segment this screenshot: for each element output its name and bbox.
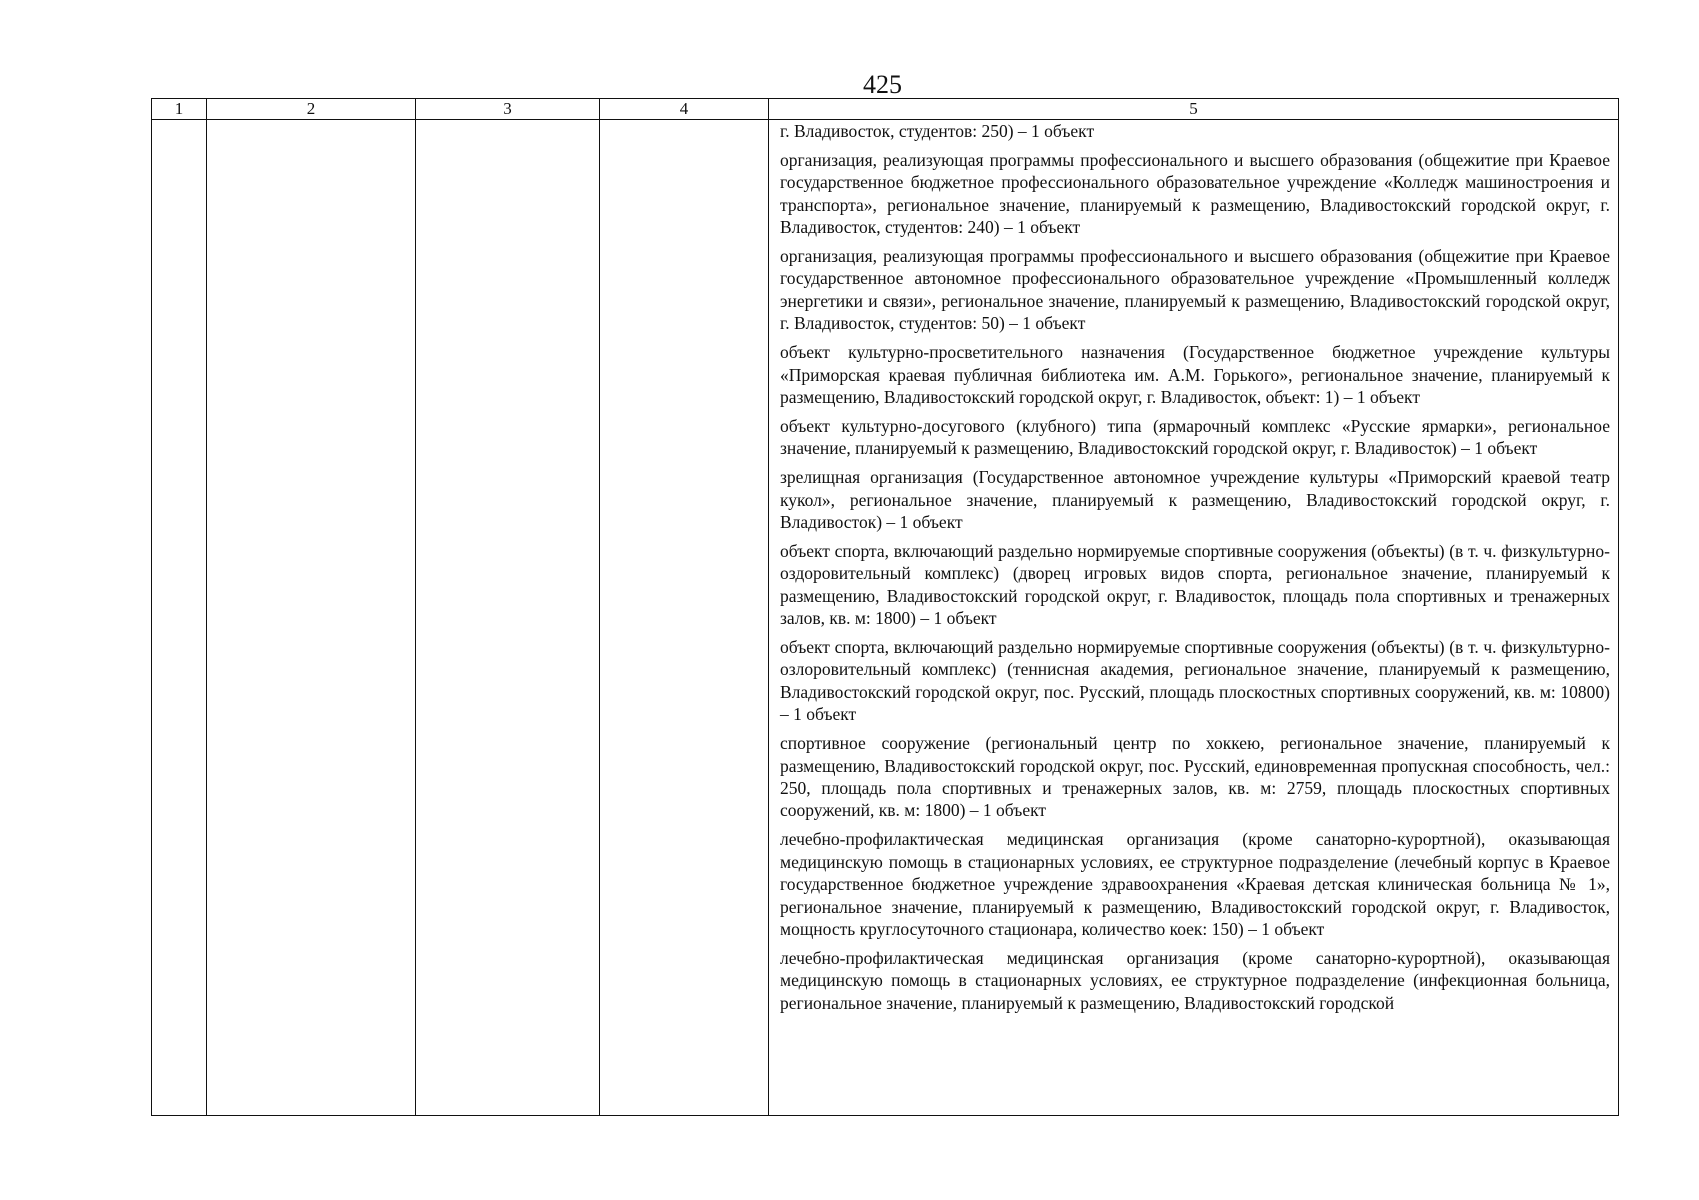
list-item: г. Владивосток, студентов: 250) – 1 объект xyxy=(780,121,1095,141)
list-item: организация, реализующая программы профессионального и высшего образования (общежитие при Краевое государственное автономное профессионального образовательное учреждение «Промышленный колледж энергетики и связи», региональное значение, планируемый к размещению, Владивостокский городской округ, г. Владивосток, студентов: 50) – 1 объект xyxy=(780,246,1610,334)
cell-column-1 xyxy=(152,120,207,1116)
table-row xyxy=(152,120,1619,1116)
list-item: лечебно-профилактическая медицинская организация (кроме санаторно-курортной), оказывающая медицинскую помощь в стационарных условиях, ее структурное подразделение (лечебный корпус в Краевое государственное бюджетное учреждение здравоохранения «Краевая детская клиническая больница № 1», региональное значение, планируемый к размещению, Владивостокский городской округ, г. Владивосток, мощность круглосуточного стационара, количество коек: 150) – 1 объект xyxy=(780,829,1610,939)
list-item: спортивное сооружение (региональный центр по хоккею, региональное значение, планируемый к размещению, Владивостокский городской округ, пос. Русский, единовременная пропускная способность, чел.: 250, площадь пола спортивных и тренажерных залов, кв. м: 2759, площадь плоскостных спортивных сооружений, кв. м: 1800) – 1 объект xyxy=(780,733,1610,821)
column-header-2: 2 xyxy=(207,99,416,120)
column-header-4: 4 xyxy=(600,99,769,120)
list-item: зрелищная организация (Государственное автономное учреждение культуры «Приморский краевой театр кукол», региональное значение, планируемый к размещению, Владивостокский городской округ, г. Владивосток) – 1 объект xyxy=(780,467,1610,532)
list-item: объект спорта, включающий раздельно нормируемые спортивные сооружения (объекты) (в т. ч. физкультурно-озлоровительный комплекс) (теннисная академия, региональное значение, планируемый к размещению, Владивостокский городской округ, пос. Русский, площадь плоскостных спортивных сооружений, кв. м: 10800) – 1 объект xyxy=(780,637,1610,725)
column-number-row xyxy=(152,99,1619,120)
list-item: объект культурно-просветительного назначения (Государственное бюджетное учреждение культуры «Приморская краевая публичная библиотека им. А.М. Горького», региональное значение, планируемый к размещению, Владивостокский городской округ, г. Владивосток, объект: 1) – 1 объект xyxy=(780,342,1610,407)
column-header-1: 1 xyxy=(152,99,207,120)
list-item: объект спорта, включающий раздельно нормируемые спортивные сооружения (объекты) (в т. ч. физкультурно-оздоровительный комплекс) (дворец игровых видов спорта, региональное значение, планируемый к размещению, Владивостокский городской округ, г. Владивосток, площадь пола спортивных и тренажерных залов, кв. м: 1800) – 1 объект xyxy=(780,540,1610,629)
document-table xyxy=(151,98,1619,1116)
cell-column-3 xyxy=(416,120,600,1116)
list-item: организация, реализующая программы профессионального и высшего образования (общежитие при Краевое государственное бюджетное профессионального образовательное учреждение «Колледж машиностроения и транспорта», региональное значение, планируемый к размещению, Владивостокский городской округ, г. Владивосток, студентов: 240) – 1 объект xyxy=(780,149,1610,238)
cell-column-5 xyxy=(769,120,1619,1116)
page-number: 425 xyxy=(863,70,902,99)
cell-column-4 xyxy=(600,120,769,1116)
cell-column-2 xyxy=(207,120,416,1116)
column-header-5: 5 xyxy=(769,99,1619,120)
column-header-3: 3 xyxy=(416,99,600,120)
list-item: объект культурно-досугового (клубного) типа (ярмарочный комплекс «Русские ярмарки», региональное значение, планируемый к размещению, Владивостокский городской округ, г. Владивосток) – 1 объект xyxy=(780,415,1610,459)
list-item: лечебно-профилактическая медицинская организация (кроме санаторно-курортной), оказывающая медицинскую помощь в стационарных условиях, ее структурное подразделение (инфекционная больница, региональное значение, планируемый к размещению, Владивостокский городской xyxy=(780,947,1610,1013)
